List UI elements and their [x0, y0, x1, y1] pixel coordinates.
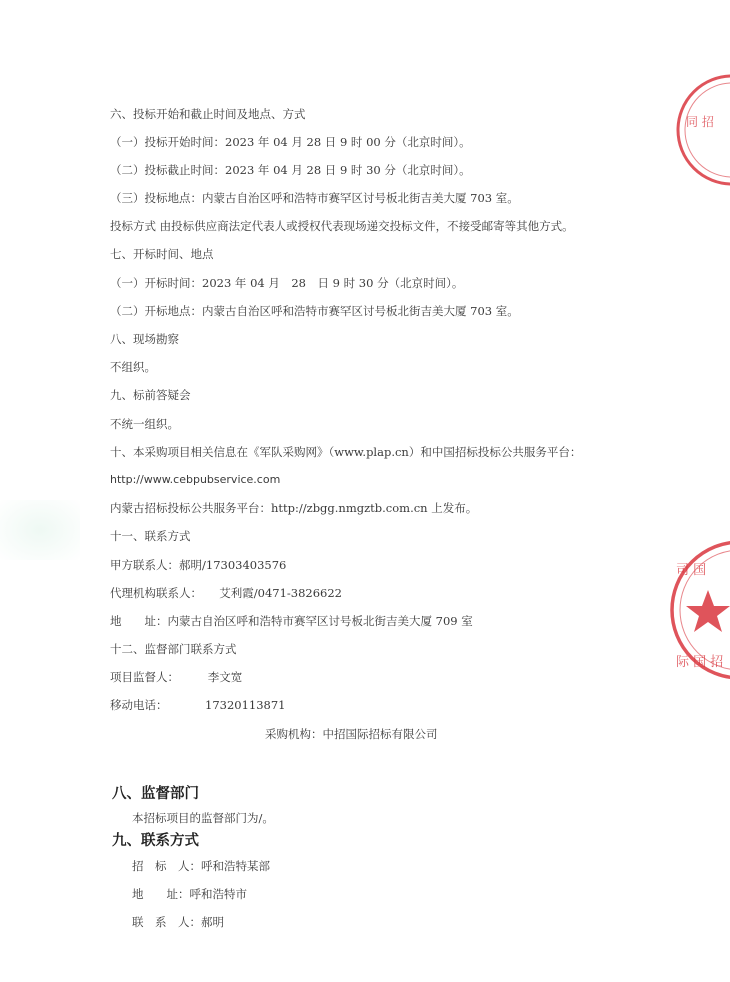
section6-end-time: （二）投标截止时间：2023 年 04 月 28 日 9 时 30 分（北京时间）。: [110, 163, 471, 177]
section8-content: 不组织。: [110, 360, 156, 374]
section9-title: 九、标前答疑会: [110, 388, 191, 402]
top-seal-text: 同 招: [686, 115, 714, 129]
section9-content: 不统一组织。: [110, 417, 179, 431]
bottom-official-seal-icon: [668, 538, 730, 688]
section10-line1: 十、本采购项目相关信息在《军队采购网》（www.plap.cn）和中国招标投标公共服务平台：: [110, 445, 582, 459]
section11-address: 地 址：内蒙古自治区呼和浩特市赛罕区讨号板北街吉美大厦 709 室: [110, 614, 473, 628]
scan-smudge: [0, 500, 80, 560]
section6-title: 六、投标开始和截止时间及地点、方式: [110, 107, 306, 121]
section6-location: （三）投标地点：内蒙古自治区呼和浩特市赛罕区讨号板北街吉美大厦 703 室。: [110, 191, 519, 205]
section10-url-cebpub: http://www.cebpubservice.com: [110, 473, 281, 486]
part9-heading: 九、联系方式: [112, 832, 199, 849]
section12-phone: 17320113871: [205, 698, 286, 712]
bottom-seal-bottom-text: 际 国 招: [676, 655, 724, 670]
section12-title: 十二、监督部门联系方式: [110, 642, 237, 656]
top-official-seal-icon: [672, 72, 730, 190]
section7-location: （二）开标地点：内蒙古自治区呼和浩特市赛罕区讨号板北街吉美大厦 703 室。: [110, 304, 519, 318]
section7-time: （一）开标时间：2023 年 04 月 28 日 9 时 30 分（北京时间）。: [110, 276, 464, 290]
section11-party-a: 甲方联系人：郝明/17303403576: [110, 558, 287, 572]
section7-title: 七、开标时间、地点: [110, 247, 214, 261]
section8-title: 八、现场勘察: [110, 332, 179, 346]
section6-start-time: （一）投标开始时间：2023 年 04 月 28 日 9 时 00 分（北京时间）。: [110, 135, 471, 149]
section11-agency: 代理机构联系人： 艾利霞/0471-3826622: [110, 586, 342, 600]
part9-tenderer: 招 标 人：呼和浩特某部: [132, 859, 270, 873]
procurement-agency: 采购机构：中招国际招标有限公司: [265, 727, 438, 741]
section12-phone-label: 移动电话：: [110, 698, 168, 712]
bottom-seal-top-text: 司 国: [676, 563, 707, 578]
section6-method: 投标方式 由投标供应商法定代表人或授权代表现场递交投标文件，不接受邮寄等其他方式。: [110, 219, 574, 233]
part8-content: 本招标项目的监督部门为/。: [132, 811, 274, 825]
section12-supervisor: 项目监督人： 李文宽: [110, 670, 243, 684]
part9-address: 地 址：呼和浩特市: [132, 887, 247, 901]
part8-heading: 八、监督部门: [112, 785, 199, 802]
section10-line3: 内蒙古招标投标公共服务平台：http://zbgg.nmgztb.com.cn 上发布。: [110, 501, 478, 515]
part9-contact: 联 系 人：郝明: [132, 915, 224, 929]
section11-title: 十一、联系方式: [110, 529, 191, 543]
